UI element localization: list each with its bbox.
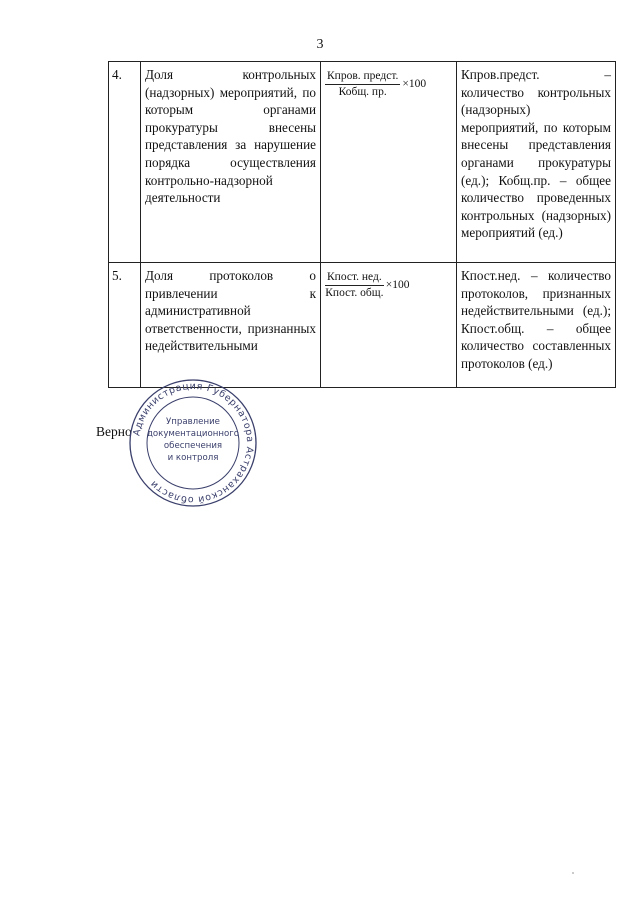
formula-multiplier: ×100 [402,77,427,90]
formula-fraction [325,271,409,300]
formula-multiplier: ×100 [385,278,410,291]
stamp-outer-text: Администрация Губернатора Астраханской области [131,380,256,506]
formula-denominator: Кобщ. пр. [338,86,387,98]
formula-fraction [325,70,426,99]
formula-numerator: Кпост. нед. [325,271,384,286]
row-number: 4. [109,62,141,263]
indicator-description: Кпост.нед. – количество протоколов, признанных недействительными (ед.); Кпост.общ. – общее количество составленных протоколов (ед.) [457,263,616,388]
official-stamp [128,378,258,508]
row-number: 5. [109,263,141,388]
scan-speck [572,872,574,874]
indicators-table [108,61,616,388]
indicator-name: Доля контрольных (надзорных) мероприятий, по которым органами прокуратуры внесены представления за нарушение порядка осуществления контрольно-надзорной деятельности [141,62,321,263]
formula-cell [321,62,457,263]
formula-cell [321,263,457,388]
formula-denominator: Кпост. общ. [325,287,384,299]
svg-text:документационного: документационного [146,429,240,439]
svg-text:Управление: Управление [166,417,220,427]
svg-text:обеспечения: обеспечения [163,441,223,451]
certification-label: Верно [96,424,132,439]
stamp-inner-text [147,417,239,463]
svg-text:и контроля: и контроля [167,453,219,463]
page-number: 3 [316,37,324,52]
table-row [109,263,616,388]
table-row [109,62,616,263]
indicator-description: Кпров.предст. – количество контрольных (надзорных) мероприятий, по которым внесены представления органами прокуратуры (ед.); Кобщ.пр. – общее количество проведенных контрольных (надзорных) мероприятий (ед.) [457,62,616,263]
indicator-name: Доля протоколов о привлечении к административной ответственности, признанных недействительными [141,263,321,388]
formula-numerator: Кпров. предст. [325,70,400,85]
